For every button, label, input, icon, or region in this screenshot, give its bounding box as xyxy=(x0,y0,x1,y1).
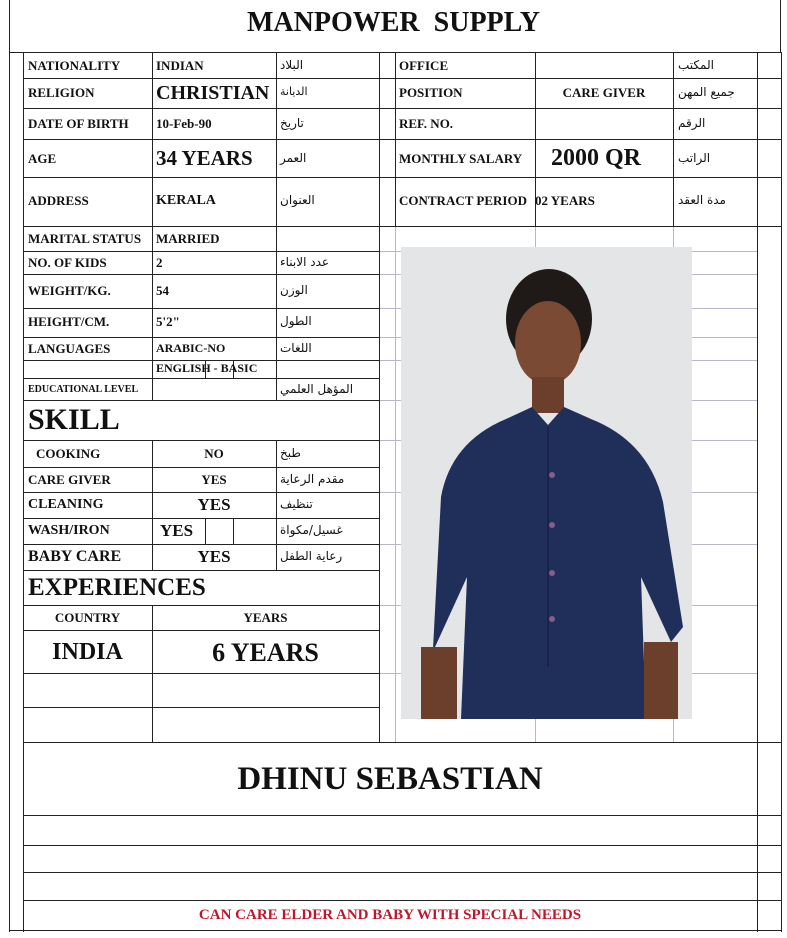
skill-arabic: رعاية الطفل xyxy=(280,549,343,563)
contract-label: CONTRACT PERIOD xyxy=(399,194,527,207)
education-label: EDUCATIONAL LEVEL xyxy=(28,384,139,395)
marital-label: MARITAL STATUS xyxy=(28,231,142,246)
religion-label: RELIGION xyxy=(28,85,95,100)
marital-value: MARRIED xyxy=(156,231,220,246)
kids-arabic: عدد الابناء xyxy=(280,255,330,269)
experience-years-header: YEARS xyxy=(243,610,288,625)
skill-value: YES xyxy=(201,472,227,487)
experience-country: INDIA xyxy=(52,639,123,665)
address-value: KERALA xyxy=(156,193,216,208)
skill-value: YES xyxy=(160,521,194,540)
candidate-name: DHINU SEBASTIAN xyxy=(237,761,543,797)
education-arabic: المؤهل العلمي xyxy=(280,382,354,396)
dob-arabic: تاريخ xyxy=(280,116,304,130)
address-label: ADDRESS xyxy=(28,193,89,208)
contract-arabic: مدة العقد xyxy=(678,193,726,207)
skill-value: YES xyxy=(197,547,231,566)
candidate-photo xyxy=(401,247,692,719)
address-arabic: العنوان xyxy=(280,193,315,207)
page-title: MANPOWER SUPPLY xyxy=(247,7,540,38)
skill-label: WASH/IRON xyxy=(28,523,110,538)
skill-label: COOKING xyxy=(36,446,101,461)
nationality-arabic: البلاد xyxy=(280,58,304,72)
kids-label: NO. OF KIDS xyxy=(28,255,107,270)
skill-arabic: تنظيف xyxy=(280,497,313,511)
salary-arabic: الراتب xyxy=(678,151,711,165)
weight-value: 54 xyxy=(156,283,169,298)
skill-label: BABY CARE xyxy=(28,548,122,565)
religion-value: CHRISTIAN xyxy=(156,82,270,104)
ref-arabic: الرقم xyxy=(678,116,706,130)
salary-value: 2000 QR xyxy=(551,145,641,171)
dob-label: DATE OF BIRTH xyxy=(28,116,129,131)
experience-years: 6 YEARS xyxy=(212,638,319,667)
height-value: 5'2" xyxy=(156,314,180,329)
office-arabic: المكتب xyxy=(678,58,714,72)
skill-value: NO xyxy=(204,446,224,461)
skill-label: CARE GIVER xyxy=(28,472,111,487)
age-arabic: العمر xyxy=(280,151,307,165)
position-value: CARE GIVER xyxy=(562,85,646,100)
religion-arabic: الديانة xyxy=(280,85,308,98)
special-note: CAN CARE ELDER AND BABY WITH SPECIAL NEEDS xyxy=(198,907,582,923)
experience-country-header: COUNTRY xyxy=(54,610,121,625)
age-label: AGE xyxy=(28,151,57,166)
ref-label: REF. NO. xyxy=(399,116,454,131)
height-arabic: الطول xyxy=(280,314,312,328)
position-arabic: جميع المهن xyxy=(678,85,735,99)
height-label: HEIGHT/CM. xyxy=(28,314,110,329)
languages-value-arabic: ARABIC-NO xyxy=(156,341,226,355)
weight-arabic: الوزن xyxy=(280,283,308,297)
skill-label: CLEANING xyxy=(28,497,104,512)
nationality-value: INDIAN xyxy=(156,58,204,73)
salary-label: MONTHLY SALARY xyxy=(399,151,523,166)
skill-arabic: مقدم الرعاية xyxy=(280,472,345,486)
kids-value: 2 xyxy=(156,255,163,270)
experiences-title: EXPERIENCES xyxy=(28,574,206,601)
languages-label: LANGUAGES xyxy=(28,341,111,356)
position-label: POSITION xyxy=(399,85,463,100)
languages-value-english: ENGLISH - BASIC xyxy=(156,361,258,375)
dob-value: 10-Feb-90 xyxy=(156,116,212,131)
weight-label: WEIGHT/KG. xyxy=(28,283,111,298)
languages-arabic: اللغات xyxy=(280,341,312,355)
skill-arabic: طبخ xyxy=(280,446,301,460)
contract-value: 02 YEARS xyxy=(535,193,595,208)
office-label: OFFICE xyxy=(399,58,449,73)
age-value: 34 YEARS xyxy=(156,146,253,170)
nationality-label: NATIONALITY xyxy=(28,58,121,73)
skill-arabic: غسيل/مكواة xyxy=(280,523,343,537)
skill-value: YES xyxy=(197,495,231,514)
skills-title: SKILL xyxy=(28,403,120,436)
